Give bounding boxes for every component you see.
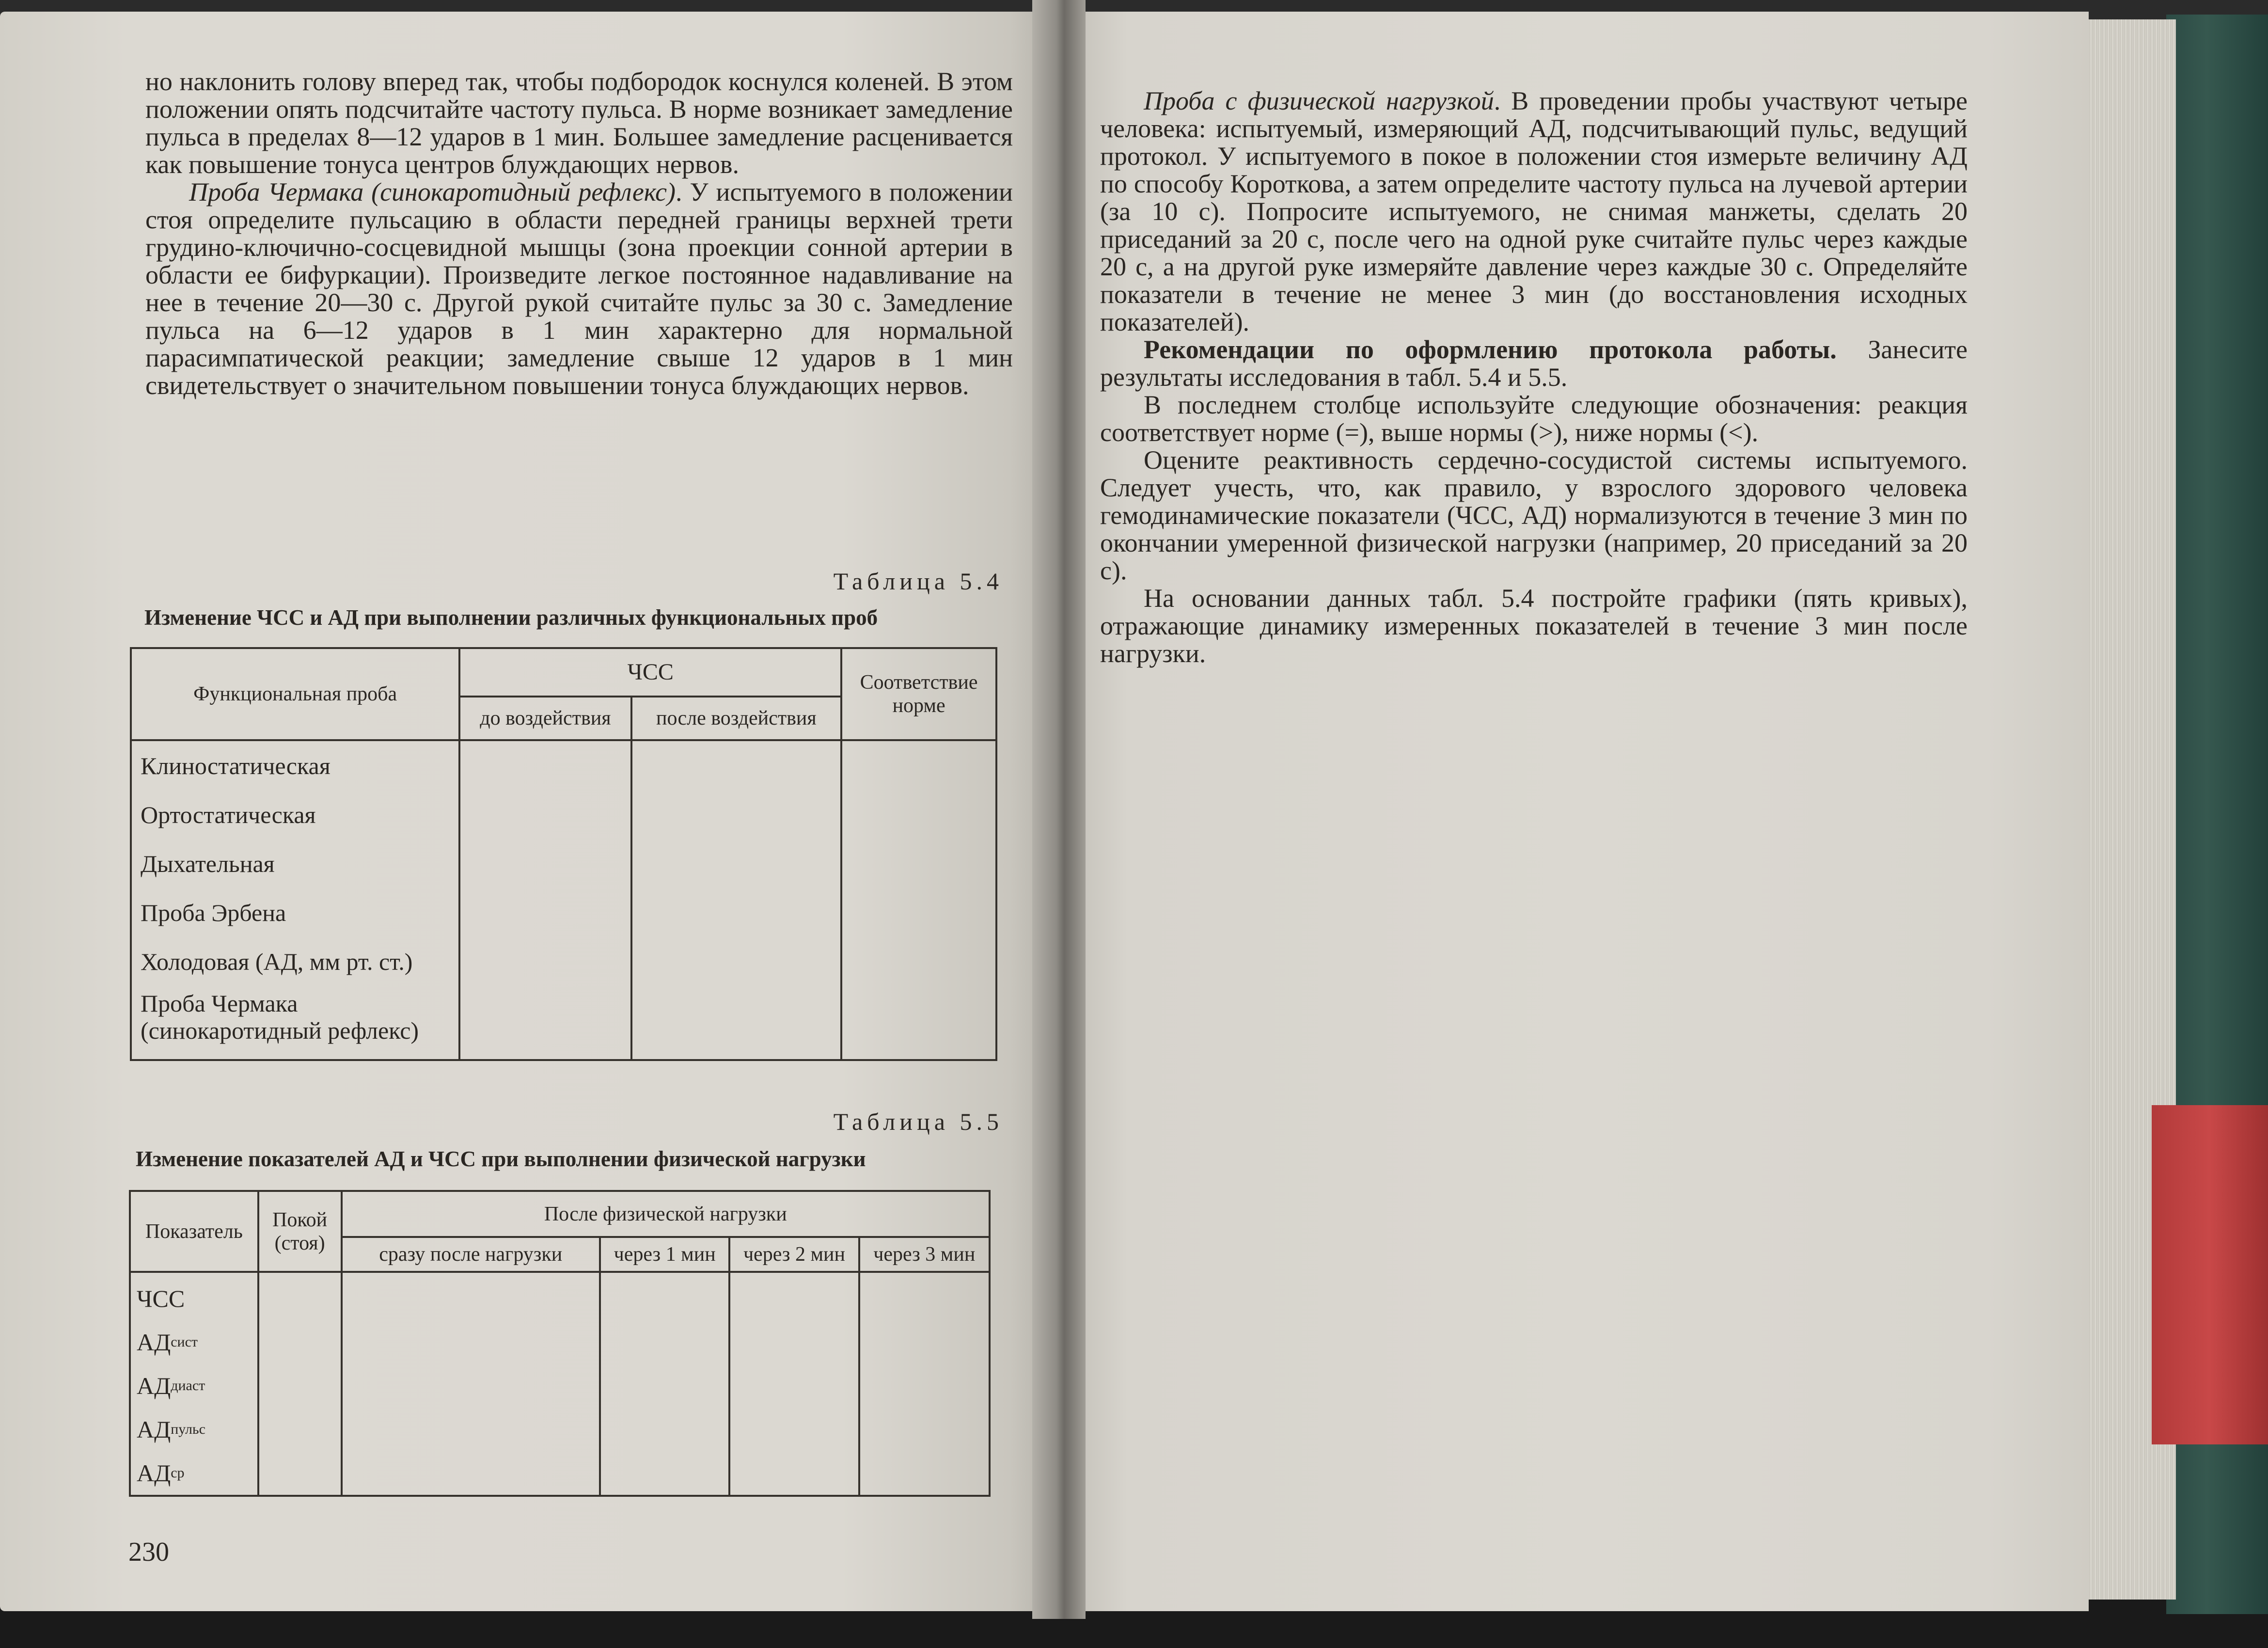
table-row [137, 1320, 257, 1364]
row-ad-sub: сист [171, 1334, 198, 1350]
left-page-text [145, 68, 1013, 399]
table-5-4-caption: Изменение ЧСС и АД при выполнении различных функциональных проб [144, 605, 878, 630]
row-ad-sub: ср [171, 1465, 185, 1481]
right-page-text [1100, 87, 1968, 667]
header-functional-test: Функциональная проба [131, 648, 459, 740]
row-ad-label: АД [137, 1459, 171, 1487]
page-number: 230 [128, 1537, 169, 1567]
table-5-4-rows [131, 740, 459, 1060]
empty-cell-norm [841, 740, 996, 1060]
table-5-5-label: Таблица 5.5 [833, 1108, 1003, 1135]
row-ad-sub: диаст [171, 1378, 205, 1394]
empty-cell [258, 1272, 342, 1496]
recommendations-text: Занесите результаты исследования в табл. 5.4 и 5.5. [1100, 335, 1968, 392]
empty-cell [600, 1272, 729, 1496]
header-2min: через 2 мин [729, 1237, 859, 1272]
chermak-test-title: Проба Чермака (синокаротидный рефлекс) [189, 177, 676, 206]
header-after-load: После физической нагрузки [342, 1191, 990, 1237]
table-5-5-caption: Изменение показателей АД и ЧСС при выполнении физической нагрузки [136, 1147, 866, 1171]
header-rest: Покой (стоя) [258, 1191, 342, 1272]
table-row: Проба Эрбена [141, 899, 286, 926]
table-row: Дыхательная [141, 850, 275, 877]
recommendations-title: Рекомендации по оформлению протокола работы. [1144, 335, 1837, 364]
empty-cell-before [459, 740, 631, 1060]
table-row: Клиностатическая [141, 752, 331, 779]
left-paragraph-2 [145, 178, 1013, 399]
header-after: после воздействия [631, 697, 842, 740]
empty-cell [729, 1272, 859, 1496]
row-ad-sub: пульс [171, 1421, 205, 1437]
right-paragraph-5: На основании данных табл. 5.4 постройте графики (пять кривых), отражающие динамику измеренных показателей в течение 3 мин после нагрузки. [1100, 584, 1968, 668]
book-gutter [1032, 0, 1086, 1619]
table-row: Проба Чермака (синокаротидный рефлекс) [141, 990, 419, 1044]
cover-red-stripe [2152, 1105, 2268, 1444]
table-row [137, 1364, 257, 1408]
left-paragraph-1: но наклонить голову вперед так, чтобы подбородок коснулся коленей. В этом положении опять подсчитайте частоту пульса. В норме возникает замедление пульса в пределах 8—12 ударов в 1 мин. Большее замедление расценивается как повышение тонуса центров блуждающих нервов. [145, 67, 1013, 179]
chermak-test-text: . У испытуемого в положении стоя определите пульсацию в области передней границы верхней трети грудино-ключично-сосцевидной мышцы (зона проекции сонной артерии в области ее бифуркации). Произведите легкое постоянное надавливание на нее в течение 20—30 с. Другой рукой считайте пульс за 30 с. Замедление пульса на 6—12 ударов в 1 мин характерно для нормальной парасимпатической реакции; замедление свыше 12 ударов в 1 мин свидетельствует о значительном повышении тонуса блуждающих нервов. [145, 177, 1013, 400]
load-test-text: . В проведении пробы участвуют четыре человека: испытуемый, измеряющий АД, подсчитывающий пульс, ведущий протокол. У испытуемого в покое в положении стоя измерьте величину АД по способу Короткова, а затем определите частоту пульса на лучевой артерии (за 10 с). Попросите испытуемого, не снимая манжеты, сделать 20 приседаний за 20 с, после чего на одной руке считайте пульс через каждые 20 с, а на другой руке измеряйте давление через каждые 30 с. Определяйте показатели в течение не менее 3 мин (до восстановления исходных показателей). [1100, 86, 1968, 336]
table-row [137, 1408, 257, 1451]
table-row: ЧСС [137, 1285, 185, 1312]
empty-cell [342, 1272, 600, 1496]
header-1min: через 1 мин [600, 1237, 729, 1272]
table-5-4 [130, 647, 997, 1061]
row-ad-label: АД [137, 1416, 171, 1443]
header-before: до воздействия [459, 697, 631, 740]
table-row: Холодовая (АД, мм рт. ст.) [141, 948, 413, 975]
row-ad-label: АД [137, 1329, 171, 1356]
right-paragraph-3: В последнем столбце используйте следующие обозначения: реакция соответствует норме (=), выше нормы (>), ниже нормы (<). [1100, 390, 1968, 447]
table-5-4-label: Таблица 5.4 [833, 568, 1003, 595]
row-ad-label: АД [137, 1372, 171, 1399]
right-paragraph-2 [1100, 336, 1968, 391]
empty-cell-after [631, 740, 842, 1060]
table-5-5-rows [130, 1272, 258, 1496]
table-5-5 [129, 1190, 991, 1497]
header-indicator: Показатель [130, 1191, 258, 1272]
header-hr: ЧСС [459, 648, 841, 697]
right-paragraph-1 [1100, 87, 1968, 336]
header-norm: Соответствие норме [841, 648, 996, 740]
right-paragraph-4: Оцените реактивность сердечно-сосудистой системы испытуемого. Следует учесть, что, как правило, у взрослого здорового человека гемодинамические показатели (ЧСС, АД) нормализуются в течение 3 мин по окончании умеренной физической нагрузки (например, 20 приседаний за 20 с). [1100, 445, 1968, 585]
load-test-title: Проба с физической нагрузкой [1144, 86, 1494, 115]
empty-cell [859, 1272, 990, 1496]
header-immediately: сразу после нагрузки [342, 1237, 600, 1272]
table-row [137, 1451, 257, 1495]
header-3min: через 3 мин [859, 1237, 990, 1272]
table-row: Ортостатическая [141, 801, 316, 828]
